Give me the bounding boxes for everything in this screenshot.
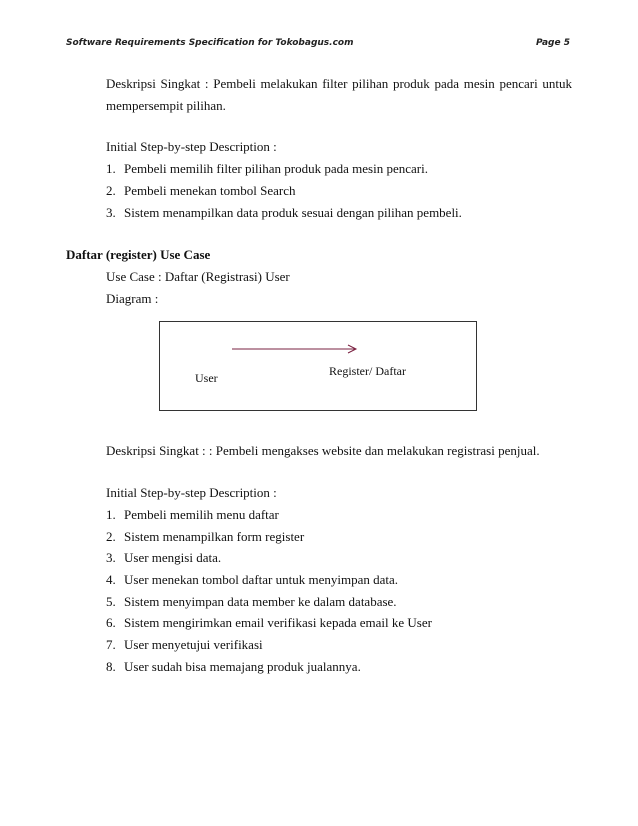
list-item-text: Pembeli memilih menu daftar (124, 507, 279, 522)
list-item-number: 6. (106, 615, 116, 630)
list-item-number: 1. (106, 507, 116, 522)
page-number: Page 5 (535, 38, 570, 48)
list-item-text: Sistem mengirimkan email verifikasi kepada email ke User (124, 615, 432, 630)
list-item (106, 637, 263, 653)
list-item (106, 615, 432, 631)
list-item-text: User menekan tombol daftar untuk menyimpan data. (124, 572, 399, 587)
list-item-number: 8. (106, 659, 116, 674)
list-item-text: Sistem menyimpan data member ke dalam database. (124, 594, 397, 609)
list-item (106, 659, 361, 675)
search-steps-title: Initial Step-by-step Description : (106, 139, 277, 154)
list-item (106, 550, 221, 566)
list-item-text: Pembeli memilih filter pilihan produk pada mesin pencari. (124, 161, 428, 176)
list-item (106, 594, 397, 610)
list-item-number: 1. (106, 161, 116, 176)
diagram-canvas (160, 322, 478, 412)
list-item (106, 507, 279, 523)
search-short-description-cont: mempersempit pilihan. (106, 98, 226, 113)
list-item-text: User mengisi data. (124, 550, 222, 565)
list-item-number: 3. (106, 205, 116, 220)
use-case-name: Use Case : Daftar (Registrasi) User (106, 269, 290, 284)
page-header (66, 38, 570, 48)
diagram-label: Diagram : (106, 291, 159, 306)
register-short-description: Deskripsi Singkat : : Pembeli mengakses website dan melakukan registrasi penjual. (106, 443, 540, 458)
register-steps-title: Initial Step-by-step Description : (106, 485, 277, 500)
list-item (106, 572, 398, 588)
list-item-number: 3. (106, 550, 116, 565)
list-item-number: 2. (106, 529, 116, 544)
actor-user-label: User (195, 371, 218, 385)
list-item (106, 183, 295, 199)
list-item (106, 161, 428, 177)
list-item-text: Sistem menampilkan form register (124, 529, 305, 544)
list-item-text: User menyetujui verifikasi (124, 637, 263, 652)
list-item-text: User sudah bisa memajang produk jualannya. (124, 659, 361, 674)
list-item (106, 205, 462, 221)
search-short-description: Deskripsi Singkat : Pembeli melakukan filter pilihan produk pada mesin pencari untuk (106, 76, 572, 91)
usecase-register-label: Register/ Daftar (329, 364, 406, 378)
document-title: Software Requirements Specification for Tokobagus.com (66, 38, 354, 48)
list-item-number: 7. (106, 637, 116, 652)
list-item-text: Sistem menampilkan data produk sesuai dengan pilihan pembeli. (124, 205, 462, 220)
list-item (106, 529, 304, 545)
list-item-text: Pembeli menekan tombol Search (124, 183, 296, 198)
list-item-number: 2. (106, 183, 116, 198)
section-heading: Daftar (register) Use Case (66, 247, 211, 262)
use-case-diagram (159, 321, 477, 411)
list-item-number: 5. (106, 594, 116, 609)
list-item-number: 4. (106, 572, 116, 587)
